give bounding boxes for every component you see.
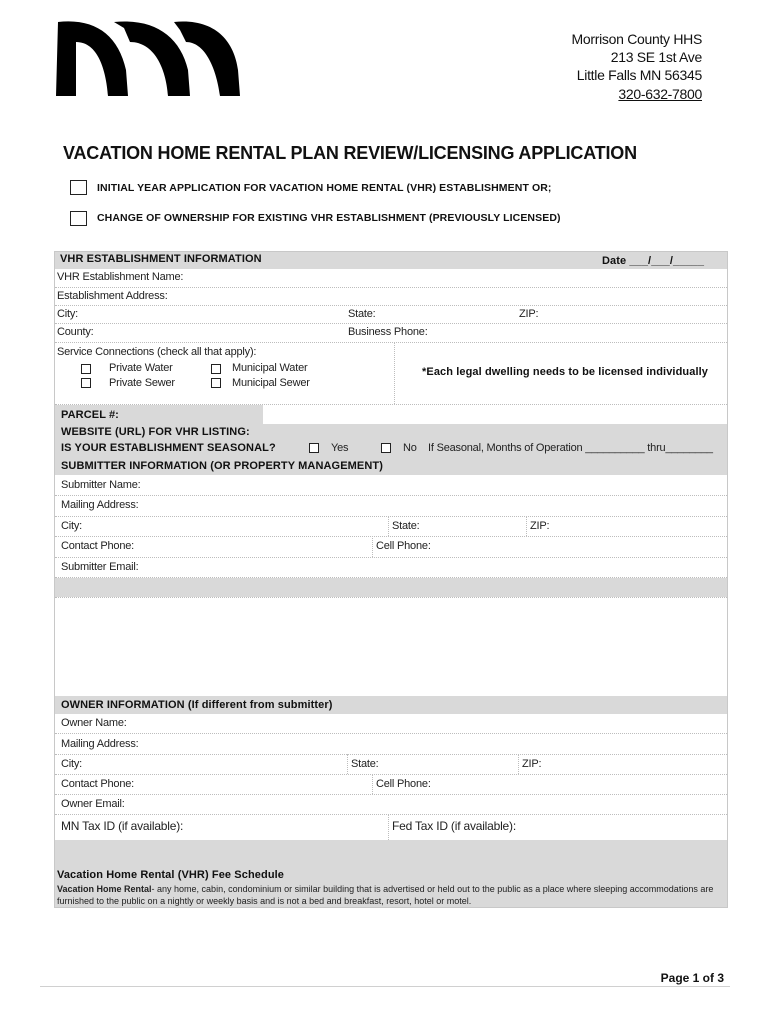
seasonal-no-label: No: [403, 442, 417, 454]
rule: [55, 495, 727, 496]
municipal-sewer-checkbox[interactable]: [211, 378, 221, 388]
initial-year-label: INITIAL YEAR APPLICATION FOR VACATION HOME RENTAL (VHR) ESTABLISHMENT OR;: [97, 182, 552, 194]
rule: [55, 305, 727, 306]
establishment-section-title: VHR ESTABLISHMENT INFORMATION: [60, 253, 262, 265]
county-label: County:: [57, 326, 94, 338]
org-name: Morrison County HHS: [571, 31, 702, 47]
org-city-line: Little Falls MN 56345: [576, 67, 702, 83]
private-water-checkbox[interactable]: [81, 364, 91, 374]
submitter-city-label: City:: [61, 520, 83, 532]
rule: [55, 774, 727, 775]
establishment-address-label: Establishment Address:: [57, 290, 168, 302]
mn-tax-id-label: MN Tax ID (if available):: [61, 819, 184, 833]
date-field[interactable]: Date ___/___/_____: [602, 255, 705, 267]
rule: [347, 754, 348, 774]
business-phone-label: Business Phone:: [348, 326, 428, 338]
private-water-label: Private Water: [109, 362, 173, 374]
fee-schedule-title: Vacation Home Rental (VHR) Fee Schedule: [57, 869, 285, 881]
owner-state-label: State:: [351, 758, 379, 770]
fed-tax-id-label: Fed Tax ID (if available):: [392, 819, 516, 833]
change-ownership-checkbox[interactable]: [70, 211, 87, 226]
seasonal-yes-label: Yes: [331, 442, 349, 454]
dwelling-license-note: *Each legal dwelling needs to be licensed individually: [422, 366, 708, 378]
rule: [55, 557, 727, 558]
rule: [388, 516, 389, 536]
vhr-definition-text: - any home, cabin, condominium or similar building that is advertised or held out to the public as a place where sleeping accommodations are furnished to the public on a nightly or weekly basis and is not a bed and breakfast, resort, hotel or motel.: [57, 884, 714, 906]
org-phone-link[interactable]: 320-632-7800: [618, 86, 702, 102]
private-sewer-checkbox[interactable]: [81, 378, 91, 388]
rule: [55, 754, 727, 755]
submitter-section-title: SUBMITTER INFORMATION (OR PROPERTY MANAGEMENT): [61, 460, 383, 472]
service-connections-label: Service Connections (check all that apply):: [57, 346, 257, 358]
submitter-cell-phone-label: Cell Phone:: [376, 540, 431, 552]
rule: [55, 733, 727, 734]
rule: [55, 323, 727, 324]
submitter-contact-phone-label: Contact Phone:: [61, 540, 135, 552]
owner-city-label: City:: [61, 758, 83, 770]
owner-cell-phone-label: Cell Phone:: [376, 778, 431, 790]
website-label: WEBSITE (URL) FOR VHR LISTING:: [61, 426, 250, 438]
initial-year-checkbox[interactable]: [70, 180, 87, 195]
owner-name-label: Owner Name:: [61, 717, 127, 729]
owner-contact-phone-label: Contact Phone:: [61, 778, 135, 790]
seasonal-no-checkbox[interactable]: [381, 443, 391, 453]
seasonal-label: IS YOUR ESTABLISHMENT SEASONAL?: [61, 442, 276, 454]
spacer-band: [55, 578, 727, 597]
owner-zip-label: ZIP:: [522, 758, 542, 770]
owner-section-title: OWNER INFORMATION (If different from submitter): [61, 699, 333, 711]
seasonal-months-field[interactable]: If Seasonal, Months of Operation __________ thru________: [428, 442, 713, 454]
page-title: VACATION HOME RENTAL PLAN REVIEW/LICENSING APPLICATION: [63, 143, 637, 163]
establishment-zip-label: ZIP:: [519, 308, 539, 320]
submitter-mailing-label: Mailing Address:: [61, 499, 139, 511]
rule: [518, 754, 519, 774]
establishment-city-label: City:: [57, 308, 79, 320]
municipal-sewer-label: Municipal Sewer: [232, 377, 310, 389]
parcel-label: PARCEL #:: [61, 409, 119, 421]
rule: [388, 814, 389, 840]
county-logo: [54, 20, 240, 98]
rule: [372, 536, 373, 557]
rule: [55, 516, 727, 517]
submitter-state-label: State:: [392, 520, 420, 532]
establishment-state-label: State:: [348, 308, 376, 320]
private-sewer-label: Private Sewer: [109, 377, 175, 389]
rule: [55, 287, 727, 288]
rule: [55, 794, 727, 795]
rule: [526, 516, 527, 536]
owner-mailing-label: Mailing Address:: [61, 738, 139, 750]
rule: [372, 774, 373, 794]
establishment-name-label: VHR Establishment Name:: [57, 271, 184, 283]
seasonal-yes-checkbox[interactable]: [309, 443, 319, 453]
submitter-name-label: Submitter Name:: [61, 479, 141, 491]
rule: [394, 342, 395, 404]
submitter-zip-label: ZIP:: [530, 520, 550, 532]
page-number: Page 1 of 3: [660, 971, 724, 985]
change-ownership-label: CHANGE OF OWNERSHIP FOR EXISTING VHR ESTABLISHMENT (PREVIOUSLY LICENSED): [97, 212, 561, 224]
fee-schedule-definition: [57, 883, 725, 907]
rule: [55, 536, 727, 537]
submitter-email-label: Submitter Email:: [61, 561, 139, 573]
org-street: 213 SE 1st Ave: [610, 49, 702, 65]
rule: [55, 814, 727, 815]
municipal-water-label: Municipal Water: [232, 362, 308, 374]
rule: [55, 597, 727, 598]
owner-email-label: Owner Email:: [61, 798, 125, 810]
municipal-water-checkbox[interactable]: [211, 364, 221, 374]
footer-rule: [40, 986, 730, 987]
rule: [55, 342, 727, 343]
vhr-term: Vacation Home Rental: [57, 884, 152, 894]
